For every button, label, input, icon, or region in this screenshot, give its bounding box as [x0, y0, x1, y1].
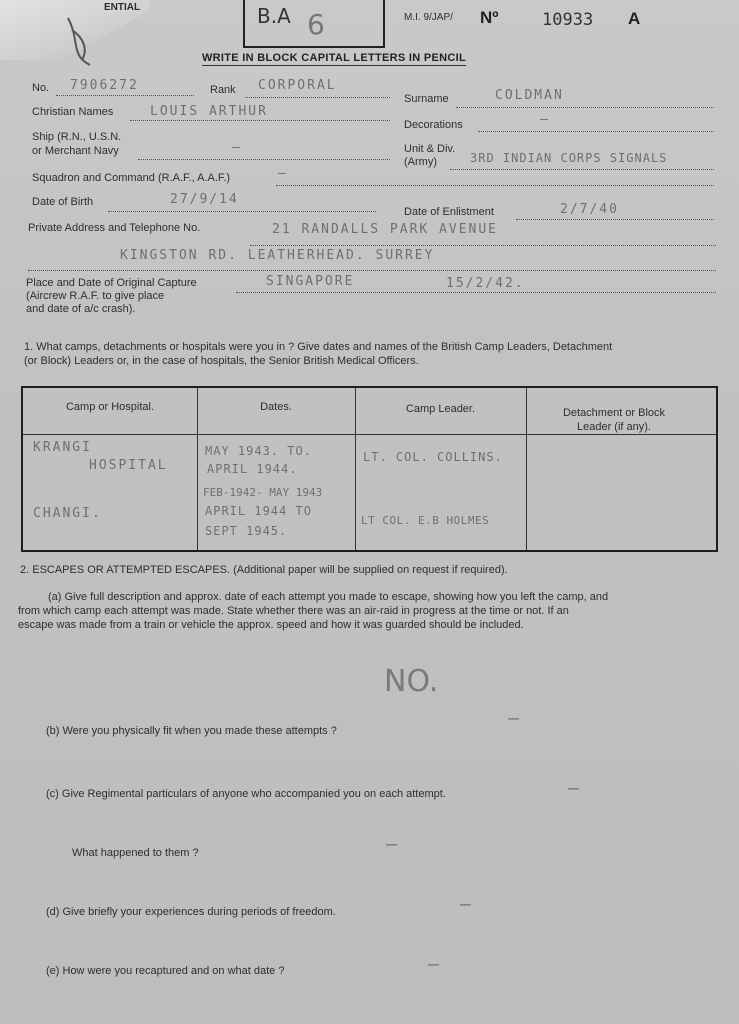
- christian-names-value: LOUIS ARTHUR: [150, 104, 268, 119]
- tag-string-icon: [60, 10, 120, 70]
- capture-place: SINGAPORE: [266, 274, 355, 289]
- row2-dates-line1: APRIL 1944 TO: [205, 504, 312, 518]
- squadron-value: —: [278, 166, 288, 181]
- enlistment-label: Date of Enlistment: [404, 206, 494, 218]
- christian-names-label: Christian Names: [32, 106, 114, 118]
- row2-camp: CHANGI.: [33, 506, 102, 521]
- ship-value: —: [232, 140, 242, 155]
- section2-title: 2. ESCAPES OR ATTEMPTED ESCAPES. (Additional paper will be supplied on request if required).: [20, 564, 508, 576]
- row2-camp-leader: LT COL. E.B HOLMES: [361, 514, 490, 527]
- section2-b-answer: —: [508, 708, 521, 729]
- section2-d-question: (d) Give briefly your experiences during periods of freedom.: [46, 906, 336, 918]
- ship-label-2: or Merchant Navy: [32, 145, 119, 157]
- row1-camp-line1: KRANGI: [33, 440, 92, 455]
- squadron-label: Squadron and Command (R.A.F., A.A.F.): [32, 172, 231, 184]
- dob-value: 27/9/14: [170, 192, 239, 207]
- surname-value: COLDMAN: [495, 88, 564, 103]
- section2-a-line3: escape was made from a train or vehicle the approx. speed and how it was guarded should be included.: [18, 619, 524, 631]
- row1-dates-line1: MAY 1943. TO.: [205, 444, 312, 458]
- rank-value: CORPORAL: [258, 78, 337, 93]
- number-label: Nº: [480, 8, 499, 27]
- section1-question-line1: 1. What camps, detachments or hospitals were you in ? Give dates and names of the British Camp Leaders, Detachment: [24, 341, 613, 353]
- rank-label: Rank: [210, 84, 236, 96]
- row1-dates-line2: APRIL 1944.: [207, 462, 298, 476]
- service-number-value: 7906272: [70, 78, 139, 93]
- stamp-text: B.A: [257, 4, 291, 28]
- surname-label: Surname: [404, 93, 449, 105]
- stamp-handwritten: 6: [307, 8, 325, 41]
- row2-dates-line2: SEPT 1945.: [205, 524, 288, 538]
- capture-label-3: and date of a/c crash).: [26, 303, 136, 315]
- section2-a-answer: NO.: [384, 664, 439, 699]
- row2-dates-line0: FEB-1942- MAY 1943: [203, 486, 323, 499]
- row1-camp-leader: LT. COL. COLLINS.: [363, 450, 503, 464]
- dob-label: Date of Birth: [32, 196, 94, 208]
- serial-suffix: A: [628, 9, 641, 28]
- section2-a-line2: from which camp each attempt was made. State whether there was an air-raid in progress at the time or not. If an: [18, 605, 569, 617]
- column-header-detachment-leader: Detachment or Block Leader (if any).: [562, 407, 666, 433]
- instruction-heading: WRITE IN BLOCK CAPITAL LETTERS IN PENCIL: [202, 52, 466, 64]
- capture-label-1: Place and Date of Original Capture: [26, 277, 197, 289]
- section2-e-answer: —: [428, 954, 441, 975]
- capture-date: 15/2/42.: [446, 276, 525, 291]
- section2-b-question: (b) Were you physically fit when you made these attempts ?: [46, 725, 337, 737]
- section2-e-question: (e) How were you recaptured and on what date ?: [46, 965, 285, 977]
- unit-label-1: Unit & Div.: [404, 143, 456, 155]
- unit-value: 3RD INDIAN CORPS SIGNALS: [470, 151, 668, 165]
- stamp-box: [243, 0, 385, 48]
- section2-c-answer: —: [568, 778, 581, 799]
- column-header-camp-leader: Camp Leader.: [405, 403, 476, 415]
- row1-camp-line2: HOSPITAL: [89, 458, 168, 473]
- serial-number: 10933: [542, 10, 594, 30]
- form-code: M.I. 9/JAP/: [404, 12, 453, 23]
- section2-c-question: (c) Give Regimental particulars of anyone who accompanied you on each attempt.: [46, 788, 446, 800]
- decorations-label: Decorations: [404, 119, 463, 131]
- section2-c2-answer: —: [386, 834, 399, 855]
- section2-c2-question: What happened to them ?: [72, 847, 199, 859]
- no-label: No.: [32, 82, 50, 94]
- address-line-2: KINGSTON RD. LEATHERHEAD. SURREY: [120, 248, 435, 263]
- address-label: Private Address and Telephone No.: [28, 222, 201, 234]
- section2-d-answer: —: [460, 894, 473, 915]
- capture-label-2: (Aircrew R.A.F. to give place: [26, 290, 165, 302]
- unit-label-2: (Army): [404, 156, 437, 168]
- column-header-camp: Camp or Hospital.: [65, 401, 155, 413]
- corner-label: ENTIAL: [104, 2, 141, 13]
- section1-question-line2: (or Block) Leaders or, in the case of hospitals, the Senior British Medical Officers.: [24, 355, 419, 367]
- section2-a-line1: (a) Give full description and approx. date of each attempt you made to escape, showing how you left the camp, and: [48, 591, 609, 603]
- camps-table: [21, 386, 718, 552]
- ship-label-1: Ship (R.N., U.S.N.: [32, 131, 122, 143]
- address-line-1: 21 RANDALLS PARK AVENUE: [272, 222, 499, 237]
- enlistment-value: 2/7/40: [560, 202, 619, 217]
- decorations-value: —: [540, 112, 550, 127]
- column-header-dates: Dates.: [260, 401, 292, 413]
